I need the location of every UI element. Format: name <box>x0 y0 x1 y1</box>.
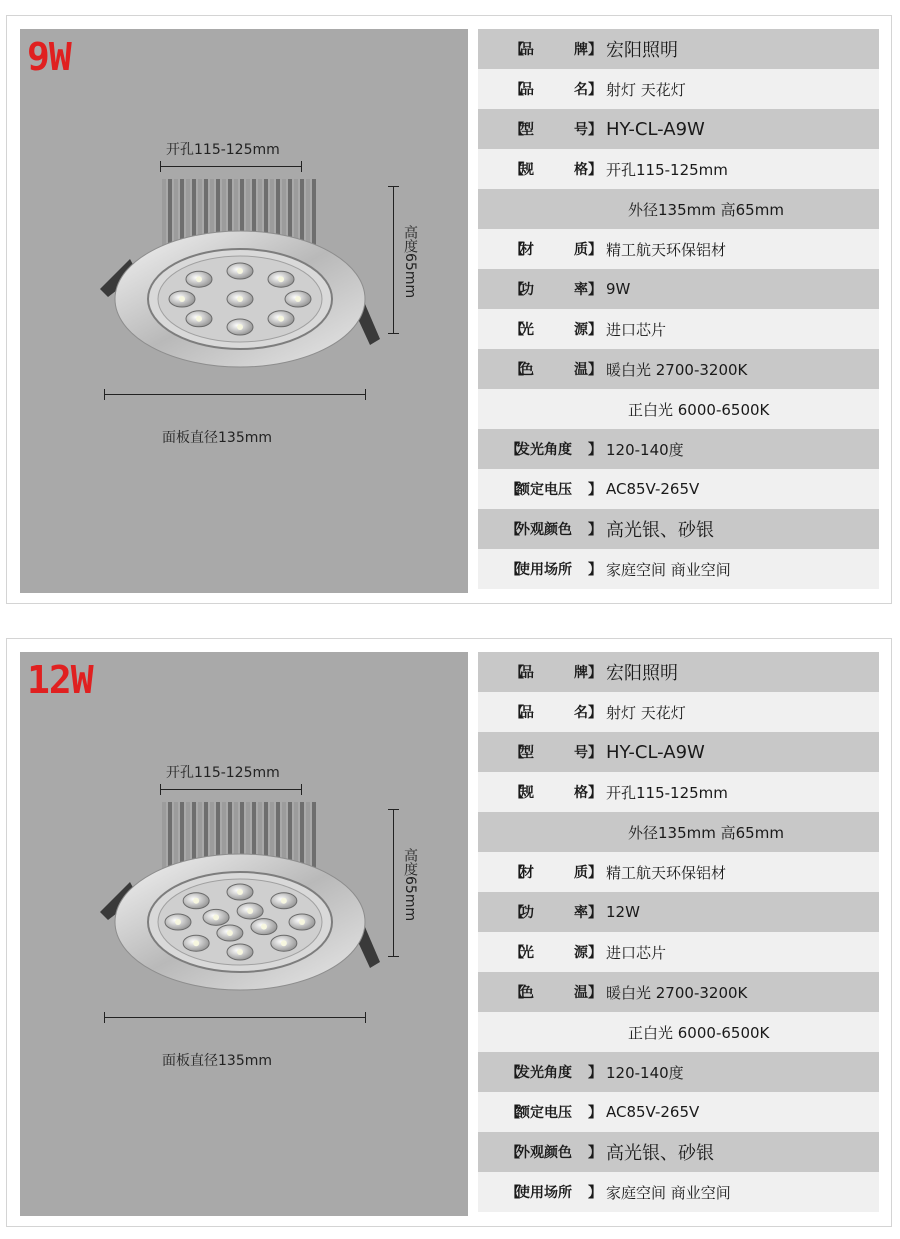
bracket-close: 】 <box>588 665 602 681</box>
spec-label-text: 格 <box>574 162 588 178</box>
spec-value: 外径135mm 高65mm <box>628 200 784 219</box>
spec-value: 射灯 天花灯 <box>606 80 686 99</box>
bracket-open: 【 <box>506 442 520 458</box>
panel-diameter-label: 面板直径135mm <box>162 1053 272 1069</box>
product-panel <box>6 638 892 1227</box>
panel-diameter-label: 面板直径135mm <box>162 430 272 446</box>
bracket-close: 】 <box>588 82 602 98</box>
bracket-open: 【 <box>510 322 524 338</box>
height-label: 高度65mm <box>402 225 418 299</box>
spec-row <box>478 1172 879 1212</box>
bracket-close: 】 <box>588 442 602 458</box>
spec-label <box>478 1182 602 1202</box>
downlight-image <box>100 802 380 992</box>
spec-label-text: 品 <box>520 42 534 58</box>
spec-value: 宏阳照明 <box>606 663 678 684</box>
spec-row <box>478 469 879 509</box>
spec-row <box>478 509 879 549</box>
spec-label-text: 规 <box>520 785 534 801</box>
spec-value: 宏阳照明 <box>606 40 678 61</box>
spec-label-text: 发光角度 <box>516 1065 572 1081</box>
spec-row <box>478 429 879 469</box>
spec-label <box>478 1062 602 1082</box>
spec-value: 家庭空间 商业空间 <box>606 1183 731 1202</box>
spec-value: 高光银、砂银 <box>606 1143 714 1164</box>
spec-row <box>478 189 879 229</box>
spec-label <box>478 39 602 59</box>
spec-table <box>478 29 879 589</box>
spec-label-text: 型 <box>520 122 534 138</box>
spec-row <box>478 389 879 429</box>
spec-label-text: 功 <box>520 282 534 298</box>
spec-value: 暖白光 2700-3200K <box>606 983 748 1002</box>
bracket-close: 】 <box>588 865 602 881</box>
wattage-title: 9W <box>27 35 71 79</box>
spec-row <box>478 692 879 732</box>
spec-row <box>478 652 879 692</box>
bracket-open: 【 <box>506 522 520 538</box>
spec-row <box>478 972 879 1012</box>
spec-label-text: 材 <box>520 865 534 881</box>
spec-label-text: 温 <box>574 985 588 1001</box>
bracket-open: 【 <box>506 1185 520 1201</box>
bracket-close: 】 <box>588 162 602 178</box>
spec-value: 高光银、砂银 <box>606 520 714 541</box>
spec-value: 正白光 6000-6500K <box>628 400 770 419</box>
spec-label <box>478 239 602 259</box>
spec-row <box>478 772 879 812</box>
bracket-close: 】 <box>588 562 602 578</box>
bracket-open: 【 <box>506 1105 520 1121</box>
spec-row <box>478 852 879 892</box>
led-array <box>169 263 311 335</box>
bracket-open: 【 <box>510 362 524 378</box>
bracket-open: 【 <box>510 122 524 138</box>
spec-label-text: 色 <box>520 985 534 1001</box>
spec-value: 进口芯片 <box>606 943 667 962</box>
bracket-close: 】 <box>588 705 602 721</box>
spec-row <box>478 812 879 852</box>
bracket-open: 【 <box>510 42 524 58</box>
product-photo <box>20 652 468 1216</box>
spec-row <box>478 549 879 589</box>
spec-label-text: 源 <box>574 945 588 961</box>
spec-row <box>478 229 879 269</box>
bracket-close: 】 <box>588 945 602 961</box>
spec-row <box>478 932 879 972</box>
spec-label-text: 品 <box>520 82 534 98</box>
spec-value: 暖白光 2700-3200K <box>606 360 748 379</box>
spec-row <box>478 29 879 69</box>
spec-label-text: 品 <box>520 665 534 681</box>
spec-label-text: 率 <box>574 905 588 921</box>
hole-size-label: 开孔115-125mm <box>166 765 280 781</box>
spec-row <box>478 349 879 389</box>
bracket-close: 】 <box>588 1105 602 1121</box>
spec-label-text: 牌 <box>574 665 588 681</box>
spec-value: HY-CL-A9W <box>606 741 705 763</box>
bracket-close: 】 <box>588 985 602 1001</box>
bracket-close: 】 <box>588 785 602 801</box>
spec-label <box>478 902 602 922</box>
spec-label <box>478 1142 602 1162</box>
bracket-close: 】 <box>588 905 602 921</box>
spec-value: HY-CL-A9W <box>606 118 705 140</box>
spec-row <box>478 269 879 309</box>
spec-label <box>478 742 602 762</box>
spec-value: 开孔115-125mm <box>606 783 728 802</box>
bracket-close: 】 <box>588 522 602 538</box>
bracket-close: 】 <box>588 1145 602 1161</box>
spec-value: 精工航天环保铝材 <box>606 240 727 259</box>
spec-label-text: 材 <box>520 242 534 258</box>
spec-label <box>478 702 602 722</box>
bracket-close: 】 <box>588 1065 602 1081</box>
spec-label-text: 使用场所 <box>516 1185 572 1201</box>
bracket-open: 【 <box>510 242 524 258</box>
bracket-open: 【 <box>510 82 524 98</box>
spec-label <box>478 439 602 459</box>
bracket-open: 【 <box>510 665 524 681</box>
spec-row <box>478 1092 879 1132</box>
bracket-open: 【 <box>506 1145 520 1161</box>
bracket-open: 【 <box>506 482 520 498</box>
hole-dimension-line <box>160 166 302 167</box>
bracket-open: 【 <box>506 562 520 578</box>
spec-label <box>478 359 602 379</box>
bracket-close: 】 <box>588 242 602 258</box>
spec-label-text: 质 <box>574 865 588 881</box>
spec-label <box>478 862 602 882</box>
bracket-open: 【 <box>510 865 524 881</box>
spec-row <box>478 1052 879 1092</box>
spec-label-text: 色 <box>520 362 534 378</box>
spec-row <box>478 149 879 189</box>
height-label: 高度65mm <box>402 848 418 922</box>
bracket-close: 】 <box>588 362 602 378</box>
spec-value: 正白光 6000-6500K <box>628 1023 770 1042</box>
spec-row <box>478 309 879 349</box>
spec-label <box>478 662 602 682</box>
spec-label <box>478 982 602 1002</box>
height-dimension-line <box>393 186 394 334</box>
spec-value: 精工航天环保铝材 <box>606 863 727 882</box>
spec-label-text: 温 <box>574 362 588 378</box>
spec-label <box>478 942 602 962</box>
spec-value: AC85V-265V <box>606 480 700 498</box>
bracket-open: 【 <box>510 745 524 761</box>
spec-label-text: 型 <box>520 745 534 761</box>
spec-value: 射灯 天花灯 <box>606 703 686 722</box>
spec-label <box>478 479 602 499</box>
spec-row <box>478 69 879 109</box>
spec-value: 120-140度 <box>606 1063 684 1082</box>
bracket-close: 】 <box>588 745 602 761</box>
bracket-close: 】 <box>588 282 602 298</box>
bracket-open: 【 <box>510 985 524 1001</box>
spec-row <box>478 1012 879 1052</box>
spec-label-text: 功 <box>520 905 534 921</box>
spec-row <box>478 1132 879 1172</box>
spec-label-text: 规 <box>520 162 534 178</box>
spec-label-text: 额定电压 <box>516 1105 572 1121</box>
bracket-open: 【 <box>510 785 524 801</box>
spec-label <box>478 519 602 539</box>
bracket-close: 】 <box>588 122 602 138</box>
spec-label-text: 质 <box>574 242 588 258</box>
spec-label <box>478 319 602 339</box>
bracket-open: 【 <box>506 1065 520 1081</box>
spec-label-text: 名 <box>574 82 588 98</box>
spec-label <box>478 159 602 179</box>
spec-row <box>478 892 879 932</box>
spec-table <box>478 652 879 1212</box>
spec-label-text: 使用场所 <box>516 562 572 578</box>
product-photo <box>20 29 468 593</box>
spec-label-text: 外观颜色 <box>516 1145 572 1161</box>
bracket-close: 】 <box>588 322 602 338</box>
spec-value: 外径135mm 高65mm <box>628 823 784 842</box>
spec-label <box>478 119 602 139</box>
spec-label-text: 号 <box>574 745 588 761</box>
spec-label-text: 格 <box>574 785 588 801</box>
spec-label <box>478 1102 602 1122</box>
spec-value: AC85V-265V <box>606 1103 700 1121</box>
panel-dimension-line <box>104 1017 366 1018</box>
spec-row <box>478 109 879 149</box>
product-panel <box>6 15 892 604</box>
spec-value: 家庭空间 商业空间 <box>606 560 731 579</box>
spec-label-text: 额定电压 <box>516 482 572 498</box>
spec-value: 开孔115-125mm <box>606 160 728 179</box>
bracket-close: 】 <box>588 482 602 498</box>
bracket-open: 【 <box>510 162 524 178</box>
height-dimension-line <box>393 809 394 957</box>
bracket-open: 【 <box>510 282 524 298</box>
bracket-open: 【 <box>510 905 524 921</box>
hole-size-label: 开孔115-125mm <box>166 142 280 158</box>
spec-label <box>478 79 602 99</box>
spec-value: 12W <box>606 903 640 921</box>
spec-label-text: 牌 <box>574 42 588 58</box>
spec-label-text: 光 <box>520 945 534 961</box>
spec-label-text: 号 <box>574 122 588 138</box>
spec-label-text: 外观颜色 <box>516 522 572 538</box>
spec-value: 进口芯片 <box>606 320 667 339</box>
spec-label-text: 率 <box>574 282 588 298</box>
spec-row <box>478 732 879 772</box>
spec-label-text: 品 <box>520 705 534 721</box>
hole-dimension-line <box>160 789 302 790</box>
wattage-title: 12W <box>27 658 93 702</box>
panel-dimension-line <box>104 394 366 395</box>
spec-label-text: 光 <box>520 322 534 338</box>
spec-value: 120-140度 <box>606 440 684 459</box>
spec-label <box>478 559 602 579</box>
bracket-close: 】 <box>588 1185 602 1201</box>
spec-label <box>478 782 602 802</box>
spec-label-text: 发光角度 <box>516 442 572 458</box>
bracket-close: 】 <box>588 42 602 58</box>
bracket-open: 【 <box>510 945 524 961</box>
spec-label-text: 源 <box>574 322 588 338</box>
spec-label <box>478 279 602 299</box>
bracket-open: 【 <box>510 705 524 721</box>
spec-label-text: 名 <box>574 705 588 721</box>
spec-value: 9W <box>606 280 631 298</box>
downlight-image <box>100 179 380 369</box>
